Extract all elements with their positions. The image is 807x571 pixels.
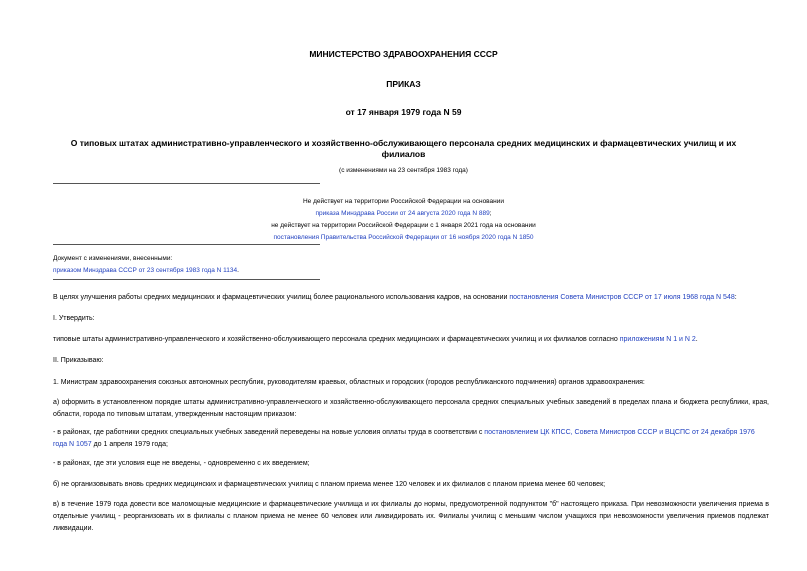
- staffing-suffix: .: [695, 336, 698, 343]
- status-link-order-889[interactable]: приказа Минздрава России от 24 августа 2020 года N 889: [315, 210, 490, 217]
- changes-note: (с изменениями на 23 сентября 1983 года): [339, 167, 468, 174]
- link-resolution-1057[interactable]: постановлением ЦК КПСС, Совета Министров СССР и ВЦСПС от 24 декабря 1976 года N 1057: [53, 429, 755, 448]
- document-subject: [0, 138, 807, 160]
- sub1-suffix: до 1 апреля 1979 года;: [91, 441, 168, 448]
- amendment-link-suffix: .: [237, 267, 239, 274]
- amendments-block: [53, 253, 239, 277]
- status-line-4: [0, 232, 807, 244]
- document-subject-line-2: филиалов: [381, 149, 426, 159]
- doc-type-heading: ПРИКАЗ: [386, 79, 421, 89]
- paragraph-item-c: в) в течение 1979 года довести все маломощные медицинские и фармацевтические училища и их филиалы до нормы, предусмотренной подпунктом "б" настоящего приказа. При невозможности увеличения приема в отдельные училищ - реорганизовать их в филиалы с планом приема не менее 60 человек или ликвидировать их. Филиалы училищ с меньшим числом учащихся при невозможности увеличения приемов подлежат ликвидации.: [53, 501, 769, 532]
- paragraph-preamble: [53, 292, 769, 304]
- divider: [53, 279, 320, 280]
- paragraph-staffing: [53, 334, 769, 346]
- amendments-label: Документ с изменениями, внесенными:: [53, 255, 173, 262]
- date-number-heading: от 17 января 1979 года N 59: [345, 107, 462, 117]
- paragraph-order: II. Приказываю:: [53, 357, 104, 364]
- paragraph-item-a-sub1: [53, 427, 769, 451]
- divider: [53, 244, 320, 245]
- status-link-resolution-1850[interactable]: постановления Правительства Российской Федерации от 16 ноября 2020 года N 1850: [273, 234, 534, 241]
- status-line-2: [0, 208, 807, 220]
- status-line-1: Не действует на территории Российской Федерации на основании: [302, 198, 505, 205]
- sub1-text: - в районах, где работники средних специальных учебных заведений переведены на новые условия оплаты труда в соответствии с: [53, 429, 485, 436]
- link-resolution-548[interactable]: постановления Совета Министров СССР от 17 июля 1968 года N 548: [509, 294, 735, 301]
- paragraph-approve: I. Утвердить:: [53, 315, 95, 322]
- staffing-text: типовые штаты административно-управленческого и хозяйственно-обслуживающего персонала средних медицинских и фармацевтических училищ и их филиалов согласно: [53, 336, 620, 343]
- paragraph-item-b: б) не организовывать вновь средних медицинских и фармацевтических училищ с планом приема менее 120 человек и их филиалов с планом приема менее 60 человек;: [53, 481, 606, 488]
- document-subject-line-1: О типовых штатах административно-управленческого и хозяйственно-обслуживающего персонала средних медицинских и фармацевтических училищ и их: [70, 138, 737, 148]
- status-line-3: не действует на территории Российской Федерации с 1 января 2021 года на основании: [271, 222, 536, 229]
- preamble-text: В целях улучшения работы средних медицинских и фармацевтических училищ более рационального использования кадров, на основании: [53, 294, 510, 301]
- amendments-line: [53, 265, 239, 277]
- amendment-link-order-1134[interactable]: приказом Минздрава СССР от 23 сентября 1983 года N 1134: [53, 267, 238, 274]
- paragraph-item-1: 1. Министрам здравоохранения союзных автономных республик, руководителям краевых, областных и городских (городов республиканского подчинения) органов здравоохранения:: [53, 379, 645, 386]
- paragraph-item-a: а) оформить в установленном порядке штаты административно-управленческого и хозяйственно-обслуживающего персонала средних специальных учебных заведений в пределах плана и бюджета республики, края, области, города по типовым штатам, утвержденным настоящим приказом:: [53, 399, 769, 418]
- status-link-suffix: ;: [489, 210, 492, 217]
- paragraph-item-a-sub2: - в районах, где эти условия еще не введены, - одновременно с их введением;: [53, 460, 310, 467]
- status-notice: [0, 196, 807, 244]
- divider: [53, 183, 320, 184]
- link-appendices[interactable]: приложениям N 1 и N 2: [619, 336, 696, 343]
- ministry-heading: МИНИСТЕРСТВО ЗДРАВООХРАНЕНИЯ СССР: [309, 49, 498, 59]
- preamble-suffix: :: [734, 294, 737, 301]
